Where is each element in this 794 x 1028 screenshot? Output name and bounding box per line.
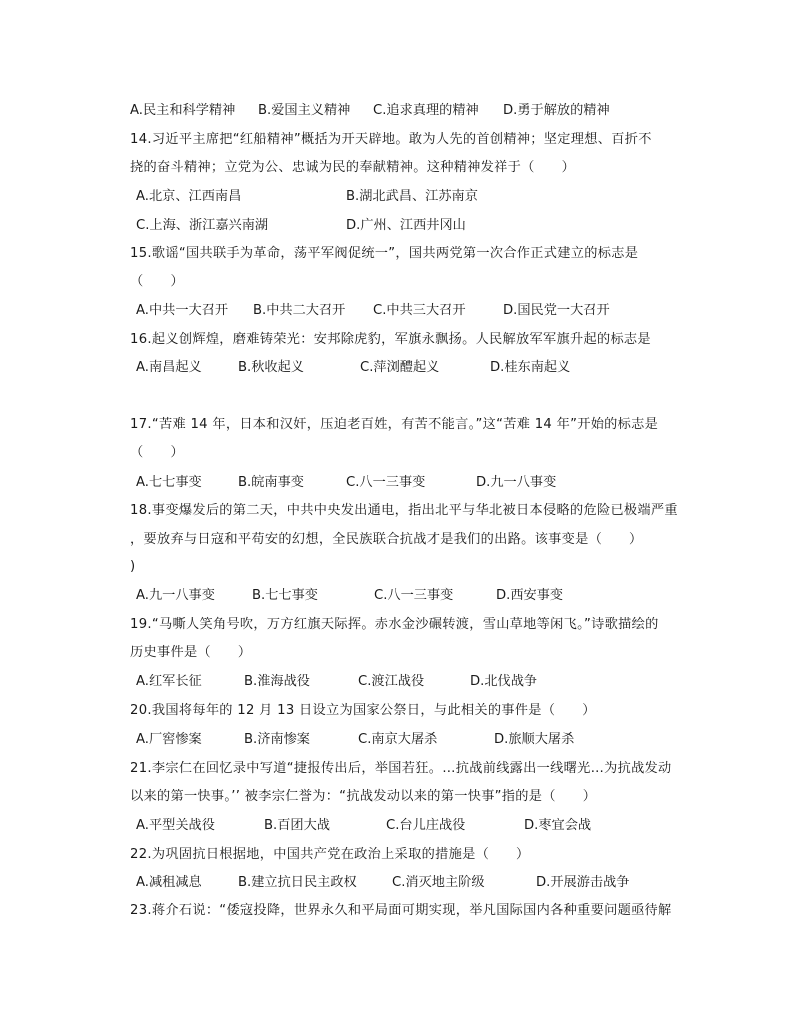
q21-option-a: A.平型关战役 [136, 818, 215, 833]
q15-option-d: D.国民党一大召开 [503, 303, 610, 318]
q16-stem-line-1: 16.起义创辉煌，磨难铸荣光：安邦除虎豹，军旗永飘扬。人民解放军军旗升起的标志是 [130, 332, 651, 347]
q14-option-b: B.湖北武昌、江苏南京 [346, 189, 478, 204]
q19-option-c: C.渡江战役 [358, 674, 425, 689]
q23-stem-line-1: 23.蒋介石说：“倭寇投降，世界永久和平局面可期实现，举凡国际国内各种重要问题亟待解 [130, 903, 672, 918]
q21-option-b: B.百团大战 [264, 818, 330, 833]
q14-option-a: A.北京、江西南昌 [136, 189, 242, 204]
q16-option-a: A.南昌起义 [136, 360, 202, 375]
q21-option-d: D.枣宜会战 [524, 818, 592, 833]
q19-stem-line-1: 19.“马嘶人笑角号吹，万方红旗天际挥。赤水金沙碾转渡，雪山草地等闲飞。”诗歌描绘的 [130, 617, 659, 632]
q21-stem-line-1: 21.李宗仁在回忆录中写道“捷报传出后，举国若狂。…抗战前线露出一线曙光…为抗战发动 [130, 761, 672, 776]
q18-stem-line-1: 18.事变爆发后的第二天，中共中央发出通电，指出北平与华北被日本侵略的危险已极端严重 [130, 503, 678, 518]
q20-option-b: B.济南惨案 [244, 732, 310, 747]
q14-option-d: D.广州、江西井冈山 [346, 218, 466, 233]
q21-stem-line-2: 以来的第一快事。’’ 被李宗仁誉为：“抗战发动以来的第一快事”指的是（ ） [130, 789, 597, 804]
q13-option-b: B.爱国主义精神 [258, 103, 351, 118]
q18-option-d: D.西安事变 [496, 588, 564, 603]
q19-stem-line-2: 历史事件是（ ） [130, 645, 252, 660]
q14-option-c: C.上海、浙江嘉兴南湖 [136, 218, 269, 233]
q22-option-c: C.消灭地主阶级 [392, 875, 485, 890]
q15-option-c: C.中共三大召开 [373, 303, 466, 318]
q18-stem-line-3: ) [130, 559, 136, 574]
q22-stem-line-1: 22.为巩固抗日根据地，中国共产党在政治上采取的措施是（ ） [130, 847, 530, 862]
q17-option-a: A.七七事变 [136, 475, 202, 490]
q16-option-c: C.萍浏醴起义 [360, 360, 440, 375]
q20-option-d: D.旅顺大屠杀 [494, 732, 575, 747]
q17-stem-line-1: 17.“苦难 14 年，日本和汉奸，压迫老百姓，有苦不能言。”这“苦难 14 年”开始的标志是 [130, 417, 659, 432]
q21-option-c: C.台儿庄战役 [386, 818, 466, 833]
q19-option-a: A.红军长征 [136, 674, 202, 689]
q22-option-b: B.建立抗日民主政权 [238, 875, 357, 890]
q14-stem-line-2: 挠的奋斗精神；立党为公、忠诚为民的奉献精神。这种精神发祥于（ ） [130, 160, 576, 175]
q22-option-d: D.开展游击战争 [536, 875, 630, 890]
q17-option-c: C.八一三事变 [346, 475, 426, 490]
q16-option-b: B.秋收起义 [238, 360, 304, 375]
q18-option-c: C.八一三事变 [374, 588, 454, 603]
q15-stem-line-1: 15.歌谣“国共联手为革命，荡平军阀促统一”，国共两党第一次合作正式建立的标志是 [130, 246, 639, 261]
q17-stem-line-2: （ ） [130, 445, 184, 460]
q20-option-c: C.南京大屠杀 [358, 732, 438, 747]
q18-option-a: A.九一八事变 [136, 588, 215, 603]
q13-option-d: D.勇于解放的精神 [503, 103, 610, 118]
q16-option-d: D.桂东南起义 [490, 360, 571, 375]
q17-option-b: B.皖南事变 [238, 475, 304, 490]
q19-option-b: B.淮海战役 [244, 674, 310, 689]
q13-option-a: A.民主和科学精神 [130, 103, 236, 118]
q15-option-a: A.中共一大召开 [136, 303, 229, 318]
q13-option-c: C.追求真理的精神 [373, 103, 479, 118]
q18-stem-line-2: ，要放弃与日寇和平苟安的幻想，全民族联合抗战才是我们的出路。该事变是（ ） [130, 532, 643, 547]
q20-option-a: A.厂窖惨案 [136, 732, 202, 747]
q20-stem-line-1: 20.我国将每年的 12 月 13 日设立为国家公祭日，与此相关的事件是（ ） [130, 703, 596, 718]
q15-option-b: B.中共二大召开 [253, 303, 346, 318]
q18-option-b: B.七七事变 [252, 588, 318, 603]
q22-option-a: A.减租减息 [136, 875, 202, 890]
q17-option-d: D.九一八事变 [476, 475, 557, 490]
q19-option-d: D.北伐战争 [470, 674, 538, 689]
q15-stem-line-2: （ ） [130, 274, 184, 289]
q14-stem-line-1: 14.习近平主席把“红船精神”概括为开天辟地。敢为人先的首创精神；坚定理想、百折不 [130, 132, 652, 147]
